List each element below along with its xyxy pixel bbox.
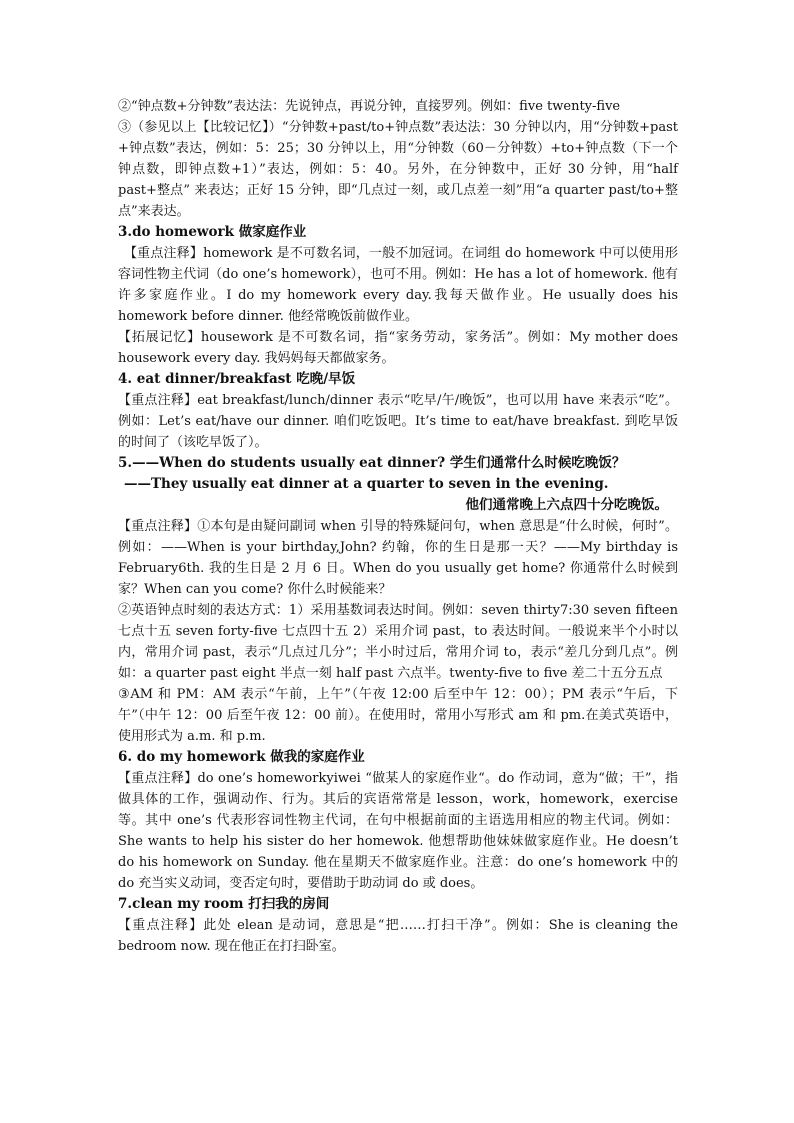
section-4-note: 【重点注释】eat breakfast/lunch/dinner 表示“吃早/午/晚饭”，也可以用 have 来表示“吃”。例如：Let’s eat/have our dinner. 咱们吃饭吧。It’s time to eat/have breakfast. 到吃早饭的时间了（该吃早饭了）。 <box>118 393 678 450</box>
section-6-note: 【重点注释】do one’s homeworkyiwei “做某人的家庭作业“。do 作动词，意为“做；干”，指做具体的工作，强调动作、行为。其后的宾语常常是 lesson，work，homework，exercise 等。其中 one’s 代表形容词性物主代词，在句中根据前面的主语选用相应的物主代词。例如：She wants to help his sister do her homewok. 他想帮助他妹妹做家庭作业。He doesn’t do his homework on Sunday. 他在星期天不做家庭作业。注意：do one’s homework 中的 do 充当实义动词，变否定句时，要借助于助动词 do 或 does。 <box>118 771 678 891</box>
section-5-note-3: ③AM 和 PM：AM 表示“午前，上午”（午夜 12:00 后至中午 12：00）；PM 表示“午后，下午”（中午 12：00 后至午夜 12：00 前）。在使用时，常用小写形式 am 和 pm.在美式英语中，使用形式为 a.m. 和 p.m. <box>118 687 678 744</box>
section-5-answer: ——They usually eat dinner at a quarter to seven in the evening. <box>124 476 609 492</box>
document-page <box>118 96 678 957</box>
section-5-answer-cn: 他们通常晚上六点四十分吃晚饭。 <box>465 497 668 513</box>
section-7-note: 【重点注释】此处 elean 是动词，意思是“把……打扫干净”。例如：She is cleaning the bedroom now. 现在他正在打扫卧室。 <box>118 918 678 954</box>
section-heading-5: 5.——When do students usually eat dinner? 学生们通常什么时候吃晚饭？ <box>118 455 626 471</box>
paragraph-clock-format-3: ③（参见以上【比较记忆】）“分钟数+past/to+钟点数”表达法：30 分钟以内，用“分钟数+past +钟点数”表达，例如：5：25；30 分钟以上，用“分钟数（60－分钟数）+to+钟点数（下一个钟点数，即钟点数+1）”表达，例如：5：40。另外，在分钟数中，正好 30 分钟，用“half past+整点” 来表达；正好 15 分钟，即“几点过一刻，或几点差一刻”用“a quarter past/to+整点”来表达。 <box>118 120 678 219</box>
section-5-note-1: 【重点注释】①本句是由疑问副词 when 引导的特殊疑问句，when 意思是“什么时候，何时”。例如：——When is your birthday,John? 约翰，你的生日是那一天？——My birthday is February6th. 我的生日是 2 月 6 日。When do you usually get home? 你通常什么时候到家？When can you come? 你什么时候能来？ <box>118 519 678 597</box>
section-heading-3: 3.do homework 做家庭作业 <box>118 224 307 240</box>
paragraph-clock-format-2: ②“钟点数+分钟数”表达法：先说钟点，再说分钟，直接罗列。例如：five twenty-five <box>118 99 621 114</box>
section-5-note-2: ②英语钟点时刻的表达方式：1）采用基数词表达时间。例如：seven thirty7:30 seven fifteen 七点十五 seven forty-five 七点四十五 2）采用介词 past，to 表达时间。一般说来半个小时以内，常用介词 past，表示“几点过几分”；半小时过后，常用介词 to，表示“差几分到几点”。例如：a quarter past eight 半点一刻 half past 六点半。twenty-five to five 差二十五分五点 <box>118 603 678 681</box>
section-heading-4: 4. eat dinner/breakfast 吃晚/早饭 <box>118 371 356 387</box>
section-heading-6: 6. do my homework 做我的家庭作业 <box>118 749 365 765</box>
section-heading-7: 7.clean my room 打扫我的房间 <box>118 896 330 912</box>
section-3-note: 【重点注释】homework 是不可数名词，一般不加冠词。在词组 do homework 中可以使用形容词性物主代词（do one’s homework），也可不用。例如：He has a lot of homework. 他有许多家庭作业。I do my homework every day.我每天做作业。He usually does his homework before dinner. 他经常晚饭前做作业。 <box>118 246 678 324</box>
section-3-extend: 【拓展记忆】housework 是不可数名词，指“家务劳动，家务活”。例如：My mother does housework every day. 我妈妈每天都做家务。 <box>118 330 678 366</box>
